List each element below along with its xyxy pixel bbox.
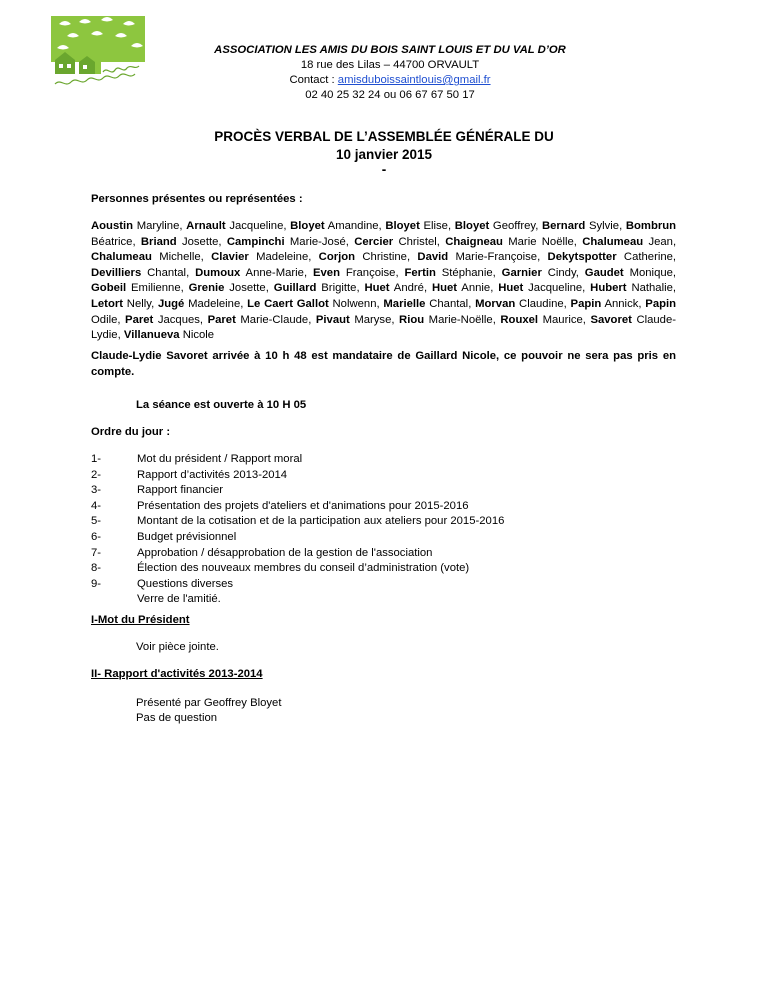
attendee-first-name: Marie-Françoise <box>455 251 538 264</box>
agenda-item <box>91 468 504 484</box>
attendee <box>432 282 490 294</box>
attendee-first-name: Claude-Lydie <box>91 313 676 342</box>
attendee-first-name: André <box>393 282 424 295</box>
attendee-first-name: Odile <box>91 313 118 326</box>
attendee-first-name: Chantal <box>429 297 469 310</box>
attendee <box>125 314 200 326</box>
agenda-item-number <box>91 592 137 608</box>
attendee-first-name: Maurice <box>542 313 583 326</box>
email-link[interactable]: amisduboissaintlouis@gmail.fr <box>337 74 491 86</box>
attendee <box>385 220 448 232</box>
attendee <box>404 267 492 279</box>
section-2-presenter: Présenté par Geoffrey Bloyet <box>136 697 282 709</box>
attendee <box>91 251 201 263</box>
attendee <box>548 251 673 263</box>
attendee <box>290 220 378 232</box>
attendee-list: Aoustin Maryline, Arnault Jacqueline, Bloyet Amandine, Bloyet Elise, Bloyet Geoffrey, Bernard Sylvie, Bombrun Béatrice, Briand Josette, Campinchi Marie-José, Cercier Christel, Chaigneau Marie Noëlle, Chalumeau Jean, Chalumeau Michelle, Clavier Madeleine, Corjon Christine, David Marie-Françoise, Dekytspotter Catherine, Devilliers Chantal, Dumoux Anne-Marie, Even Françoise, Fertin Stéphanie, Garnier Cindy, Gaudet Monique, Gobeil Emilienne, Grenie Josette, Guillard Brigitte, Huet André, Huet Annie, Huet Jacqueline, Hubert Nathalie, Letort Nelly, Jugé Madeleine, Le Caert Gallot Nolwenn, Marielle Chantal, Morvan Claudine, Papin Annick, Papin Odile, Paret Jacques, Paret Marie-Claude, Pivaut Maryse, Riou Marie-Noëlle, Rouxel Maurice, Savoret Claude-Lydie, Villanueva Nicole <box>91 220 677 342</box>
attendee <box>208 314 309 326</box>
attendee-first-name: Nathalie <box>631 282 673 295</box>
section-2-heading: II- Rapport d'activités 2013-2014 <box>91 668 263 680</box>
attendee <box>502 267 576 279</box>
agenda-item <box>91 561 504 577</box>
attendee-first-name: Geoffrey <box>492 220 536 232</box>
attendee <box>364 282 424 294</box>
agenda-item <box>91 514 504 530</box>
attendee <box>91 220 179 232</box>
title-line-1: PROCÈS VERBAL DE L’ASSEMBLÉE GÉNÉRALE DU <box>214 129 554 144</box>
agenda-item <box>91 452 504 468</box>
attendee-last-name: Le Caert Gallot <box>247 297 329 310</box>
attendee-last-name: Villanueva <box>123 329 180 342</box>
attendee-last-name: Chaigneau <box>445 235 503 248</box>
attendee-last-name: Huet <box>364 282 390 295</box>
agenda-item <box>91 483 504 499</box>
attendee-first-name: Madeleine <box>188 297 241 310</box>
attendee-first-name: Marie Noëlle <box>508 235 574 248</box>
section-2-question: Pas de question <box>136 712 218 724</box>
attendee-last-name: Dumoux <box>195 266 241 279</box>
agenda-item-number: 4- <box>91 499 102 512</box>
attendee-first-name: Maryse <box>354 313 392 326</box>
attendee-last-name: Chalumeau <box>91 251 152 264</box>
attendee-first-name: Nolwenn <box>332 297 377 310</box>
agenda-item-text: Rapport financier <box>137 484 224 497</box>
attendee-first-name: Amandine <box>327 220 379 232</box>
attendee <box>211 251 308 263</box>
attendee-last-name: Fertin <box>404 266 436 279</box>
attendee <box>354 236 437 248</box>
attendee <box>542 220 619 232</box>
attendee-first-name: Jean <box>648 235 673 248</box>
agenda-item <box>91 577 504 593</box>
attendee-last-name: Aoustin <box>91 220 134 232</box>
attendee-first-name: Emilienne <box>131 282 181 295</box>
attendee-last-name: Papin <box>645 297 677 310</box>
attendee-last-name: Letort <box>91 297 124 310</box>
agenda-item <box>91 592 504 608</box>
attendee-first-name: Françoise <box>345 266 396 279</box>
attendee-last-name: Gaudet <box>584 266 624 279</box>
agenda-item-text: Rapport d’activités 2013-2014 <box>137 468 288 481</box>
attendee <box>590 282 673 294</box>
attendee-first-name: Josette <box>229 282 266 295</box>
attendee <box>313 267 396 279</box>
attendee-last-name: Chalumeau <box>582 235 644 248</box>
attendee-first-name: Cindy <box>547 266 576 279</box>
letterhead <box>175 43 605 103</box>
attendee-first-name: Madeleine <box>256 251 309 264</box>
agenda-item-text: Montant de la cotisation et de la participation aux ateliers pour 2015-2016 <box>137 515 505 528</box>
attendee <box>316 314 391 326</box>
attendees-heading: Personnes présentes ou représentées : <box>91 193 303 205</box>
attendee-last-name: Grenie <box>188 282 225 295</box>
attendee-first-name: Marie-Claude <box>240 313 309 326</box>
association-address: 18 rue des Lilas – 44700 ORVAULT <box>300 59 480 71</box>
attendee <box>498 282 582 294</box>
agenda-item-text: Questions diverses <box>137 577 234 590</box>
attendee-last-name: Corjon <box>318 251 356 264</box>
attendee-last-name: Bombrun <box>625 220 677 232</box>
attendee <box>445 236 574 248</box>
agenda-item-number: 5- <box>91 515 102 528</box>
attendee <box>227 236 346 248</box>
attendee <box>158 298 240 310</box>
attendee <box>91 282 181 294</box>
attendee <box>141 236 219 248</box>
attendee-first-name: Marie-Noëlle <box>428 313 493 326</box>
agenda-item-number: 1- <box>91 453 102 465</box>
attendee <box>124 329 214 341</box>
attendee-first-name: Chantal <box>147 266 187 279</box>
attendee-first-name: Anne-Marie <box>245 266 304 279</box>
attendee-last-name: Paret <box>125 313 154 326</box>
attendee-last-name: Morvan <box>475 297 516 310</box>
attendee-last-name: Briand <box>140 235 177 248</box>
agenda-item-text: Élection des nouveaux membres du conseil d’administration (vote) <box>137 562 470 575</box>
attendee-first-name: Béatrice <box>91 235 133 248</box>
attendee-last-name: Huet <box>431 282 458 295</box>
attendee-last-name: Bloyet <box>290 220 325 232</box>
attendee <box>195 267 304 279</box>
agenda-item <box>91 546 504 562</box>
attendee-first-name: Brigitte <box>321 282 357 295</box>
document-title <box>0 128 768 176</box>
attendee-first-name: Christel <box>398 235 437 248</box>
agenda-heading: Ordre du jour : <box>91 426 171 438</box>
attendee <box>274 282 357 294</box>
attendee-first-name: Marie-José <box>289 235 346 248</box>
attendee-last-name: Arnault <box>186 220 226 232</box>
attendee-last-name: Bloyet <box>454 220 490 232</box>
attendee-last-name: Marielle <box>383 297 426 310</box>
attendee-last-name: Even <box>312 266 340 279</box>
attendee-first-name: Josette <box>181 235 219 248</box>
attendee-last-name: Campinchi <box>226 235 285 248</box>
attendee <box>475 298 564 310</box>
agenda-item-number: 3- <box>91 484 102 497</box>
agenda-item-number: 9- <box>91 577 102 590</box>
attendee-last-name: Rouxel <box>500 313 539 326</box>
contact-label: Contact : <box>289 74 338 86</box>
agenda-item-text: Budget prévisionnel <box>137 530 237 543</box>
attendee-first-name: Monique <box>629 266 673 279</box>
attendee-first-name: Nelly <box>126 297 152 310</box>
attendee <box>399 314 493 326</box>
attendee-first-name: Annick <box>604 297 639 310</box>
agenda-item-number: 7- <box>91 546 102 559</box>
attendee <box>582 236 673 248</box>
attendee <box>585 267 673 279</box>
agenda-item-text: Verre de l'amitié. <box>137 593 221 606</box>
attendee-last-name: Gobeil <box>91 282 127 295</box>
title-date: 10 janvier 2015 <box>335 147 433 162</box>
attendee-last-name: Savoret <box>590 313 632 326</box>
agenda-item-text: Mot du président / Rapport moral <box>137 453 303 465</box>
section-1-heading: I-Mot du Président <box>91 614 190 626</box>
attendee-last-name: Cercier <box>354 235 394 248</box>
attendee-last-name: Clavier <box>211 251 249 264</box>
attendee-first-name: Jacqueline <box>528 282 583 295</box>
agenda-list <box>91 452 504 608</box>
attendee-last-name: Pivaut <box>315 313 350 326</box>
attendee-last-name: David <box>417 251 449 264</box>
association-logo <box>45 10 153 92</box>
agenda-item-number: 6- <box>91 530 102 543</box>
agenda-item-number: 8- <box>91 562 102 575</box>
agenda-item-text: Approbation / désapprobation de la gestion de l'association <box>137 546 433 559</box>
attendee-last-name: Bernard <box>541 220 586 232</box>
agenda-item <box>91 499 504 515</box>
title-dash: - <box>381 162 387 177</box>
attendee-last-name: Huet <box>498 282 524 295</box>
attendee <box>247 298 376 310</box>
attendee-last-name: Paret <box>207 313 236 326</box>
attendee <box>91 298 151 310</box>
association-name: ASSOCIATION LES AMIS DU BOIS SAINT LOUIS ET DU VAL D’OR <box>214 44 566 56</box>
attendee-last-name: Jugé <box>157 297 185 310</box>
proxy-note: Claude-Lydie Savoret arrivée à 10 h 48 est mandataire de Gaillard Nicole, ce pouvoir ne sera pas pris en compte. <box>91 350 676 378</box>
opening-time: La séance est ouverte à 10 H 05 <box>136 399 307 411</box>
phone-numbers: 02 40 25 32 24 ou 06 67 67 50 17 <box>305 89 475 101</box>
attendee-first-name: Christine <box>362 251 407 264</box>
attendee-last-name: Riou <box>399 313 425 326</box>
agenda-item-number: 2- <box>91 468 102 481</box>
attendee-last-name: Bloyet <box>385 220 420 232</box>
attendee-last-name: Garnier <box>501 266 542 279</box>
contact-line <box>175 73 605 88</box>
attendee-last-name: Papin <box>570 297 602 310</box>
attendee-last-name: Dekytspotter <box>547 251 617 264</box>
attendee-first-name: Catherine <box>623 251 673 264</box>
attendee <box>383 298 468 310</box>
attendee-first-name: Elise <box>423 220 448 232</box>
attendee <box>571 298 639 310</box>
attendee-first-name: Nicole <box>182 329 215 342</box>
attendee-first-name: Annie <box>461 282 491 295</box>
attendee-last-name: Hubert <box>590 282 627 295</box>
attendee <box>189 282 266 294</box>
attendee-first-name: Maryline <box>136 220 180 232</box>
attendee-first-name: Stéphanie <box>441 266 493 279</box>
attendee-first-name: Sylvie <box>588 220 620 232</box>
attendee <box>186 220 283 232</box>
attendee-first-name: Michelle <box>159 251 201 264</box>
attendee <box>319 251 407 263</box>
agenda-item-text: Présentation des projets d'ateliers et d'animations pour 2015-2016 <box>137 499 469 512</box>
attendee-last-name: Guillard <box>273 282 317 295</box>
section-1-text: Voir pièce jointe. <box>136 641 219 653</box>
agenda-item <box>91 530 504 546</box>
attendee <box>417 251 537 263</box>
attendee-first-name: Jacqueline <box>229 220 284 232</box>
attendee <box>455 220 535 232</box>
attendee-last-name: Devilliers <box>91 266 142 279</box>
attendee <box>500 314 582 326</box>
attendee-first-name: Claudine <box>519 297 564 310</box>
attendee-first-name: Jacques <box>157 313 200 326</box>
attendee <box>91 267 186 279</box>
